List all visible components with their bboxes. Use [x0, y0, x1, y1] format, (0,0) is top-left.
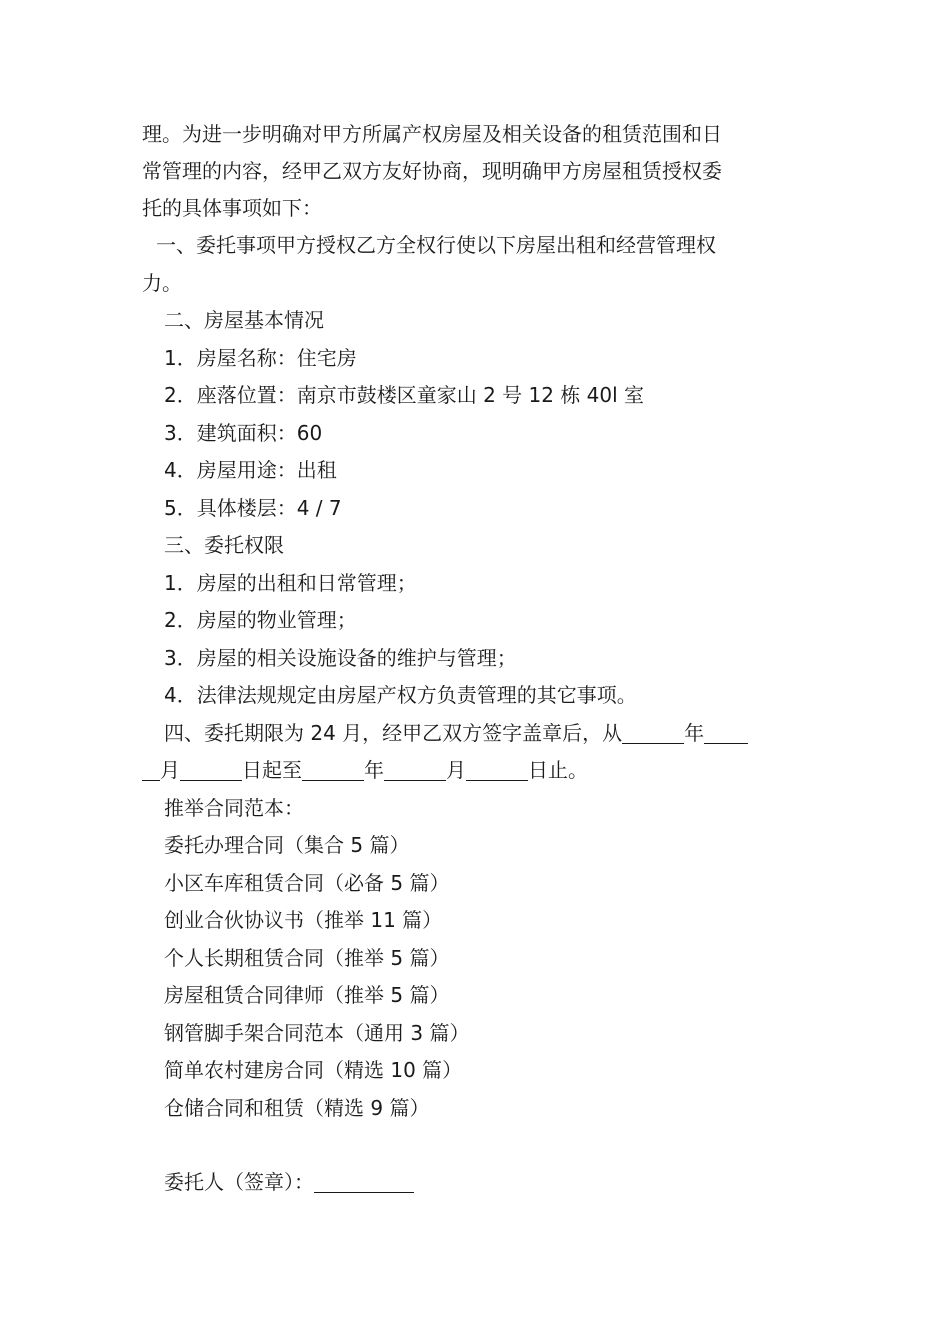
blank-month-start-part1[interactable] — [704, 721, 748, 744]
section4-line2 — [142, 752, 810, 790]
list-item: 4．法律法规规定由房屋产权方负责管理的其它事项。 — [164, 683, 637, 707]
day-label: 日止。 — [528, 758, 588, 782]
blank-day-start[interactable] — [180, 758, 242, 781]
section3-heading: 三、委托权限 — [164, 533, 284, 557]
blank-month-start-part2[interactable] — [142, 758, 160, 781]
month-label: 月 — [160, 758, 180, 782]
blank-month-end[interactable] — [384, 758, 446, 781]
intro-paragraph — [142, 116, 810, 227]
list-item: 2．座落位置：南京市鼓楼区童家山 2 号 12 栋 40l 室 — [164, 383, 645, 407]
list-item: 5．具体楼层：4 / 7 — [164, 495, 342, 520]
recommend-item: 小区车库租赁合同（必备 5 篇） — [164, 870, 450, 895]
month-label: 月 — [446, 758, 466, 782]
blank-day-end[interactable] — [466, 758, 528, 781]
list-item: 3．房屋的相关设施设备的维护与管理； — [164, 645, 517, 670]
list-item: 1．房屋名称：住宅房 — [164, 345, 357, 370]
section2-heading: 二、房屋基本情况 — [164, 308, 324, 332]
recommend-item: 委托办理合同（集合 5 篇） — [164, 833, 410, 857]
recommend-heading: 推举合同范本： — [164, 795, 304, 820]
document-body — [142, 116, 810, 1202]
signature-blank[interactable] — [314, 1170, 414, 1193]
year-label: 年 — [684, 720, 705, 745]
blank-year-end[interactable] — [302, 758, 364, 781]
recommend-item: 简单农村建房合同（精选 10 篇） — [164, 1058, 463, 1082]
section4-line1 — [142, 715, 810, 753]
intro-line: 常管理的内容，经甲乙双方友好协商，现明确甲方房屋租赁授权委 — [142, 159, 722, 183]
day-label: 日起至 — [242, 758, 302, 782]
spacer — [142, 1127, 810, 1164]
section4-text: 四、委托期限为 24 月，经甲乙双方签字盖章后，从 — [164, 720, 623, 745]
recommend-item: 钢管脚手架合同范本（通用 3 篇） — [164, 1020, 470, 1045]
year-label: 年 — [364, 758, 384, 782]
recommend-item: 仓储合同和租赁（精选 9 篇） — [164, 1095, 430, 1120]
intro-line: 理。为进一步明确对甲方所属产权房屋及相关设备的租赁范围和日 — [142, 122, 722, 146]
recommend-item: 个人长期租赁合同（推举 5 篇） — [164, 945, 450, 970]
list-item: 1．房屋的出租和日常管理； — [164, 570, 417, 595]
recommend-item: 创业合伙协议书（推举 11 篇） — [164, 908, 443, 932]
intro-line: 托的具体事项如下： — [142, 196, 322, 220]
signature-label: 委托人（签章）： — [164, 1170, 314, 1194]
list-item: 3．建筑面积：60 — [164, 420, 323, 445]
list-item: 4．房屋用途：出租 — [164, 458, 337, 482]
recommend-item: 房屋租赁合同律师（推举 5 篇） — [164, 983, 450, 1007]
list-item: 2．房屋的物业管理； — [164, 608, 357, 632]
signature-line — [142, 1164, 810, 1202]
section1-line2: 力。 — [142, 270, 182, 295]
blank-year-start[interactable] — [622, 721, 684, 744]
section1-line1: 一、委托事项甲方授权乙方全权行使以下房屋出租和经营管理权 — [156, 233, 716, 257]
